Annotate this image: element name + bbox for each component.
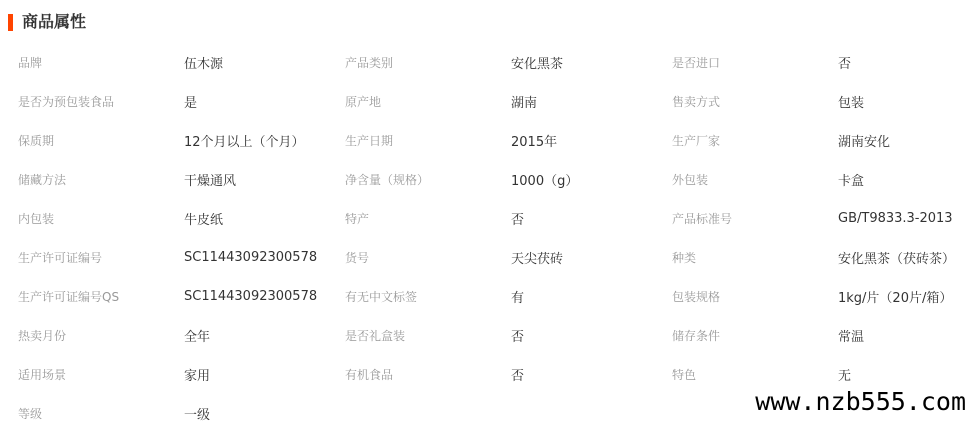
attribute-cell <box>672 82 971 121</box>
attribute-cell <box>672 316 971 355</box>
attribute-value: 湖南 <box>511 96 538 111</box>
attribute-cell <box>18 316 345 355</box>
attribute-cell <box>672 160 971 199</box>
attribute-label: 生产许可证编号 <box>18 251 103 265</box>
attribute-label: 净含量（规格） <box>345 173 430 187</box>
attribute-cell <box>672 238 971 277</box>
attribute-cell <box>345 43 672 82</box>
section-header <box>0 0 971 32</box>
attribute-value: 2015年 <box>511 135 558 150</box>
attribute-label: 产品标准号 <box>672 212 733 226</box>
attribute-value: 否 <box>511 213 525 228</box>
attribute-value: 一级 <box>184 408 211 423</box>
attribute-value: SC11443092300578 <box>184 289 318 304</box>
attribute-label: 生产日期 <box>345 134 394 148</box>
attribute-value: 1kg/片（20片/箱） <box>838 291 953 306</box>
attribute-cell <box>345 160 672 199</box>
attribute-value: 安化黑茶（茯砖茶） <box>838 252 956 267</box>
attribute-value: 常温 <box>838 330 865 345</box>
attribute-label: 外包装 <box>672 173 709 187</box>
attribute-value: 牛皮纸 <box>184 213 224 228</box>
attribute-cell <box>18 277 345 316</box>
attribute-value: 否 <box>511 330 525 345</box>
attribute-value: 包装 <box>838 96 865 111</box>
attribute-value: 伍木源 <box>184 57 224 72</box>
attribute-label: 是否礼盒装 <box>345 329 406 343</box>
attribute-label: 有机食品 <box>345 368 394 382</box>
attribute-label: 产品类别 <box>345 56 394 70</box>
attribute-cell <box>672 199 971 238</box>
attribute-cell <box>345 238 672 277</box>
attribute-value: 1000（g） <box>511 174 579 189</box>
attribute-value: 有 <box>511 291 525 306</box>
watermark-text: www.nzb555.com <box>755 387 966 416</box>
attribute-cell <box>345 121 672 160</box>
attribute-value: 湖南安化 <box>838 135 891 150</box>
attribute-cell <box>345 316 672 355</box>
attribute-value: SC11443092300578 <box>184 250 318 265</box>
attribute-cell <box>672 121 971 160</box>
attribute-cell <box>345 277 672 316</box>
attribute-cell <box>18 199 345 238</box>
attribute-cell <box>18 43 345 82</box>
attribute-label: 原产地 <box>345 95 382 109</box>
attribute-label: 特色 <box>672 368 697 382</box>
attribute-label: 热卖月份 <box>18 329 67 343</box>
attribute-value: 是 <box>184 96 198 111</box>
attribute-cell <box>672 277 971 316</box>
attribute-label: 储藏方法 <box>18 173 67 187</box>
attribute-value: 否 <box>838 57 852 72</box>
attribute-cell <box>18 160 345 199</box>
attribute-cell <box>18 121 345 160</box>
attribute-value: 卡盒 <box>838 174 865 189</box>
attribute-value: GB/T9833.3-2013 <box>838 211 953 226</box>
attribute-value: 全年 <box>184 330 211 345</box>
attribute-label: 适用场景 <box>18 368 67 382</box>
attribute-value: 干燥通风 <box>184 174 237 189</box>
attribute-label: 售卖方式 <box>672 95 721 109</box>
attribute-cell <box>672 43 971 82</box>
attribute-value: 无 <box>838 369 852 384</box>
attribute-cell <box>18 355 345 394</box>
attribute-cell <box>345 355 672 394</box>
attribute-label: 保质期 <box>18 134 55 148</box>
attribute-cell <box>18 394 345 433</box>
attributes-table <box>18 43 971 433</box>
attribute-value: 12个月以上（个月） <box>184 135 305 150</box>
attribute-value: 否 <box>511 369 525 384</box>
attribute-cell <box>345 199 672 238</box>
attribute-value: 安化黑茶 <box>511 57 564 72</box>
attribute-cell <box>345 82 672 121</box>
attribute-label: 生产许可证编号QS <box>18 290 120 304</box>
attribute-label: 储存条件 <box>672 329 721 343</box>
attribute-value: 天尖茯砖 <box>511 252 564 267</box>
attribute-cell <box>18 238 345 277</box>
attribute-value: 家用 <box>184 369 211 384</box>
attribute-cell <box>18 82 345 121</box>
attribute-label: 特产 <box>345 212 370 226</box>
attribute-label: 货号 <box>345 251 370 265</box>
attribute-label: 品牌 <box>18 56 43 70</box>
attribute-label: 是否进口 <box>672 56 721 70</box>
attribute-label: 内包装 <box>18 212 55 226</box>
attribute-label: 等级 <box>18 407 43 421</box>
attribute-label: 有无中文标签 <box>345 290 418 304</box>
attribute-label: 包装规格 <box>672 290 721 304</box>
section-title: 商品属性 <box>22 12 87 31</box>
attribute-label: 种类 <box>672 251 697 265</box>
attribute-label: 是否为预包装食品 <box>18 95 115 109</box>
attribute-label: 生产厂家 <box>672 134 721 148</box>
header-accent-bar <box>8 14 13 31</box>
